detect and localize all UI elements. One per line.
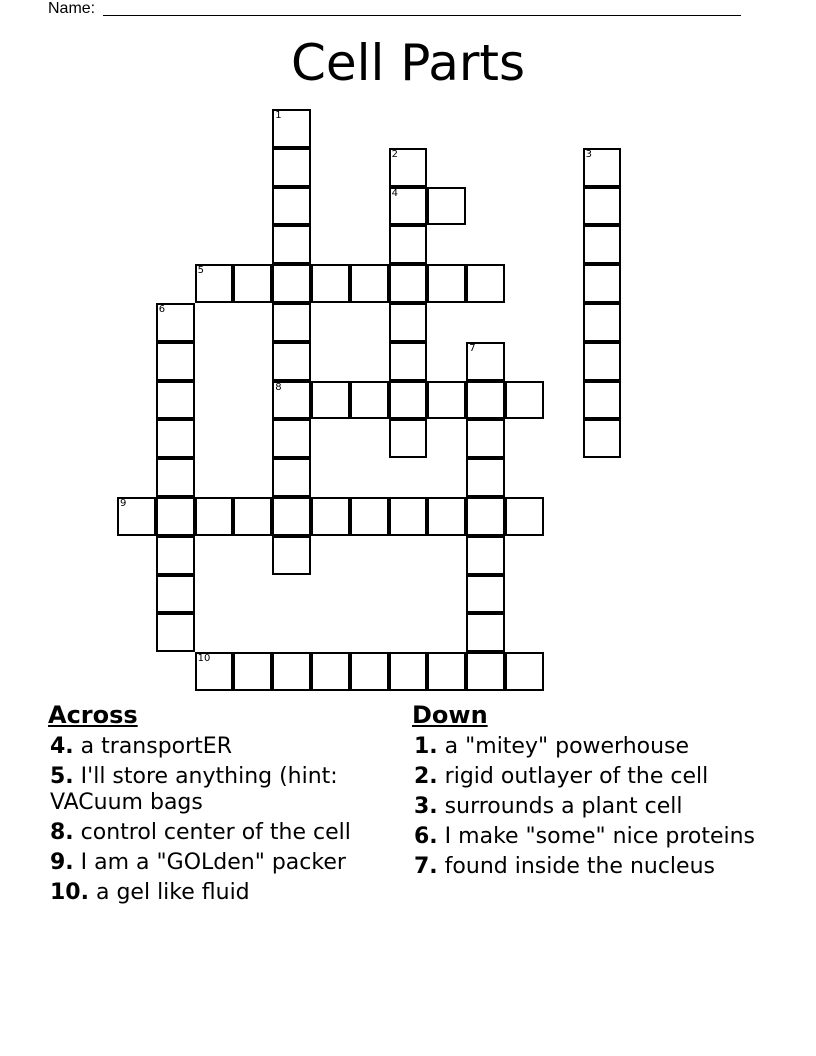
clue-number: 2 — [391, 148, 398, 160]
crossword-cell[interactable] — [389, 419, 428, 458]
crossword-cell[interactable] — [350, 497, 389, 536]
crossword-cell[interactable] — [156, 419, 195, 458]
crossword-cell[interactable] — [427, 187, 466, 226]
across-heading: Across — [48, 701, 138, 729]
crossword-cell[interactable] — [156, 458, 195, 497]
clue-number: 5 — [197, 265, 204, 277]
clue-across-9: 9. I am a "GOLden" packer — [50, 850, 346, 875]
crossword-cell[interactable] — [389, 497, 428, 536]
crossword-cell[interactable] — [389, 264, 428, 303]
clue-down-7: 7. found inside the nucleus — [414, 854, 715, 879]
crossword-cell[interactable] — [427, 497, 466, 536]
crossword-cell[interactable] — [466, 536, 505, 575]
crossword-cell[interactable] — [466, 381, 505, 420]
crossword-cell[interactable] — [389, 148, 428, 187]
crossword-cell[interactable] — [466, 419, 505, 458]
crossword-cell[interactable] — [583, 225, 622, 264]
crossword-cell[interactable] — [427, 381, 466, 420]
clue-number: 4 — [391, 187, 398, 199]
crossword-cell[interactable] — [272, 497, 311, 536]
clue-across-5: 5. I'll store anything (hint: VACuum bags — [50, 764, 338, 815]
clue-number: 6 — [158, 304, 166, 315]
clue-across-4: 4. a transportER — [50, 734, 232, 759]
clue-across-8: 8. control center of the cell — [50, 820, 351, 845]
crossword-cell[interactable] — [156, 613, 195, 652]
page-title: Cell Parts — [290, 34, 526, 92]
crossword-cell[interactable] — [156, 342, 195, 381]
crossword-cell[interactable] — [311, 497, 350, 536]
crossword-cell[interactable] — [427, 652, 466, 691]
crossword-cell[interactable] — [389, 381, 428, 420]
crossword-cell[interactable] — [272, 225, 311, 264]
crossword-cell[interactable] — [311, 264, 350, 303]
across-clues — [48, 700, 378, 910]
clue-down-6: 6. I make "some" nice proteins — [414, 824, 756, 849]
down-clues — [412, 700, 772, 884]
crossword-cell[interactable] — [272, 303, 311, 342]
crossword-cell[interactable] — [156, 381, 195, 420]
crossword-cell[interactable] — [466, 342, 505, 381]
crossword-cell[interactable] — [195, 497, 234, 536]
crossword-cell[interactable] — [272, 187, 311, 226]
crossword-cell[interactable] — [272, 109, 311, 148]
crossword-cell[interactable] — [195, 652, 234, 691]
crossword-cell[interactable] — [156, 575, 195, 614]
crossword-cell[interactable] — [505, 381, 544, 420]
clue-number: 9 — [120, 498, 127, 509]
crossword-cell[interactable] — [583, 303, 622, 342]
crossword-cell[interactable] — [466, 575, 505, 614]
crossword-cell[interactable] — [156, 303, 195, 342]
crossword-cell[interactable] — [505, 497, 544, 536]
crossword-cell[interactable] — [466, 652, 505, 691]
crossword-cell[interactable] — [272, 148, 311, 187]
crossword-cell[interactable] — [466, 264, 505, 303]
crossword-cell[interactable] — [272, 419, 311, 458]
crossword-cell[interactable] — [156, 536, 195, 575]
crossword-cell[interactable] — [583, 381, 622, 420]
crossword-cell[interactable] — [195, 264, 234, 303]
clue-down-1: 1. a "mitey" powerhouse — [414, 734, 690, 759]
crossword-cell[interactable] — [427, 264, 466, 303]
crossword-cell[interactable] — [389, 342, 428, 381]
crossword-cell[interactable] — [233, 264, 272, 303]
crossword-cell[interactable] — [311, 381, 350, 420]
crossword-cell[interactable] — [350, 381, 389, 420]
crossword-cell[interactable] — [583, 419, 622, 458]
clue-number: 7 — [469, 342, 476, 354]
crossword-cell[interactable] — [583, 342, 622, 381]
crossword-cell[interactable] — [466, 458, 505, 497]
crossword-cell[interactable] — [272, 536, 311, 575]
crossword-cell[interactable] — [466, 613, 505, 652]
crossword-cell[interactable] — [583, 187, 622, 226]
clue-down-3: 3. surrounds a plant cell — [414, 794, 683, 819]
crossword-cell[interactable] — [117, 497, 156, 536]
crossword-cell[interactable] — [272, 381, 311, 420]
clue-across-10: 10. a gel like fluid — [50, 880, 250, 905]
clue-number: 10 — [197, 653, 211, 665]
crossword-cell[interactable] — [272, 652, 311, 691]
clue-number: 1 — [275, 110, 282, 121]
crossword-cell[interactable] — [389, 303, 428, 342]
crossword-cell[interactable] — [389, 187, 428, 226]
crossword-cell[interactable] — [272, 342, 311, 381]
crossword-cell[interactable] — [389, 652, 428, 691]
crossword-cell[interactable] — [233, 652, 272, 691]
crossword-cell[interactable] — [233, 497, 272, 536]
crossword-cell[interactable] — [156, 497, 195, 536]
crossword-cell[interactable] — [311, 652, 350, 691]
crossword-cell[interactable] — [466, 497, 505, 536]
crossword-cell[interactable] — [389, 225, 428, 264]
crossword-cell[interactable] — [583, 264, 622, 303]
down-heading: Down — [412, 701, 488, 729]
crossword-cell[interactable] — [505, 652, 544, 691]
crossword-cell[interactable] — [350, 264, 389, 303]
clue-number: 8 — [275, 381, 282, 393]
crossword-cell[interactable] — [272, 458, 311, 497]
crossword-cell[interactable] — [272, 264, 311, 303]
clue-number: 3 — [585, 148, 592, 160]
name-label: Name: — [48, 0, 96, 17]
crossword-cell[interactable] — [583, 148, 622, 187]
clue-down-2: 2. rigid outlayer of the cell — [414, 764, 709, 789]
crossword-cell[interactable] — [350, 652, 389, 691]
